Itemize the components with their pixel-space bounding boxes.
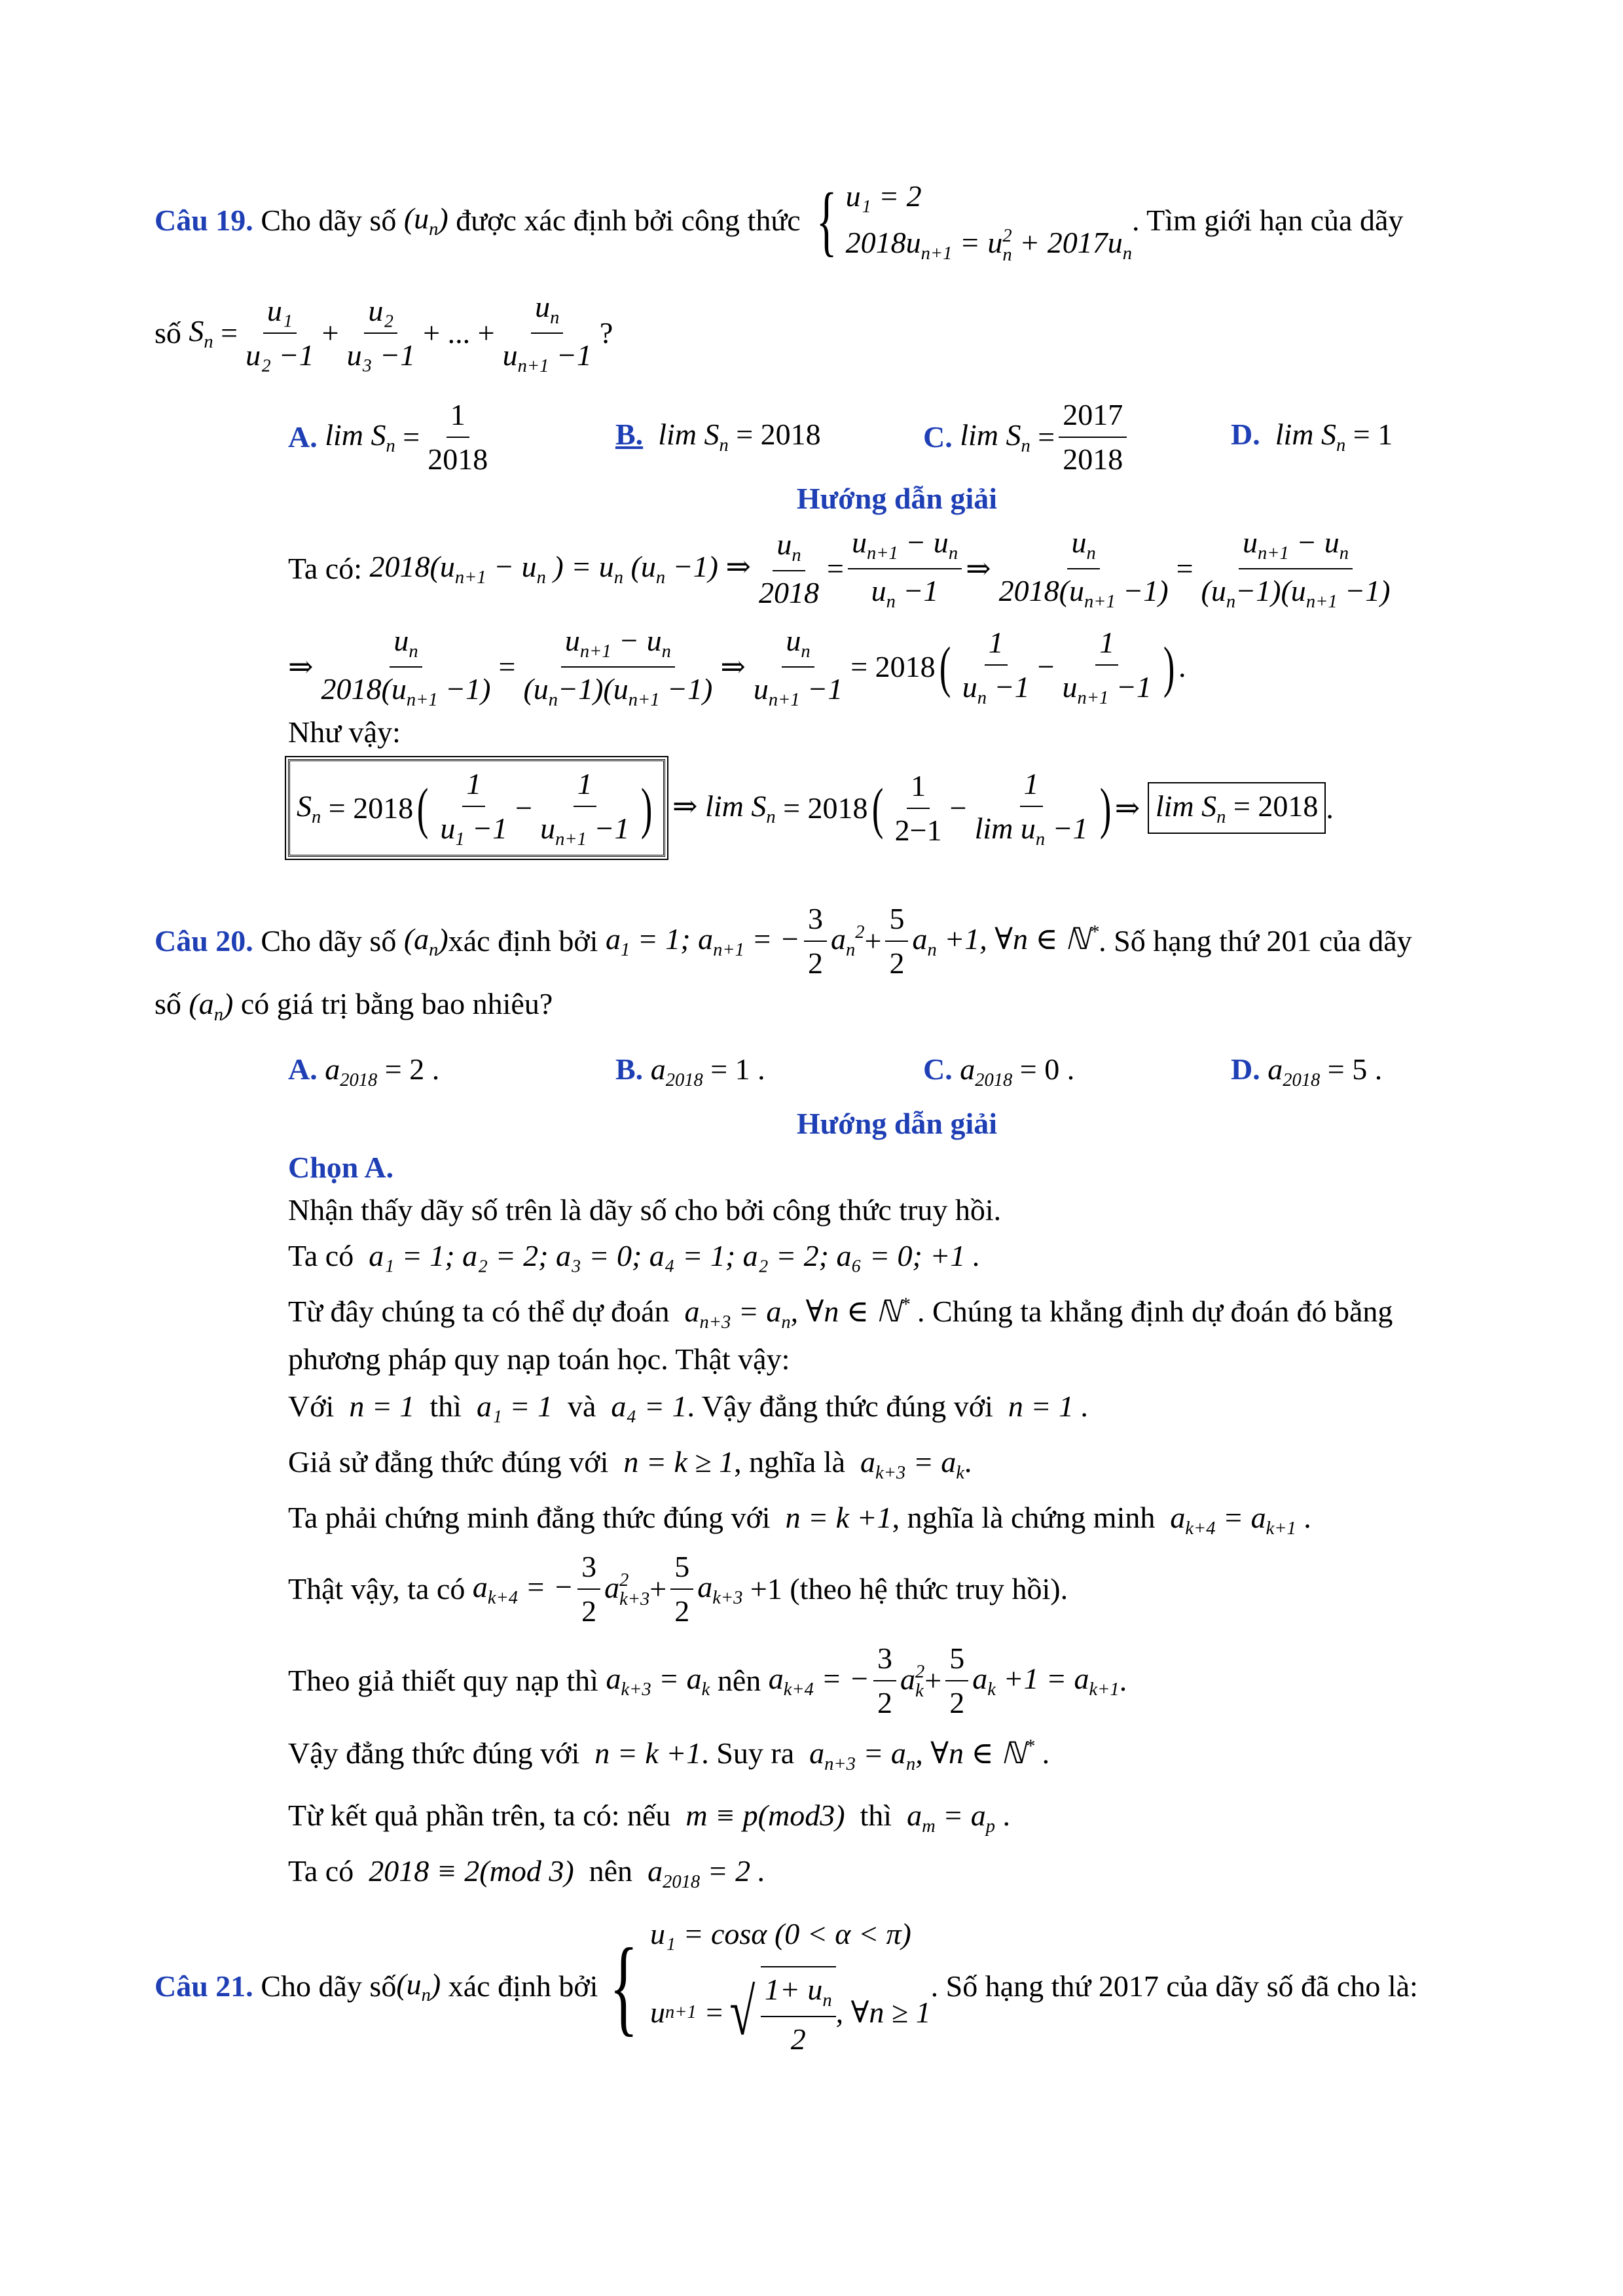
q20-p12: Ta có 2018 ≡ 2(mod 3) nên $a_{2018} = 2$ . [288,1854,766,1892]
q19-frac3: $\frac{u_n}{u_{n+1} -1}$ [499,288,596,378]
q19-final-box1: $S_n$ = 2018 ( $\frac{1}{u_1 -1}$ − $\frac{1}{u_{n+1} -1}$ ) [288,759,665,857]
q19-intro: Cho dãy số [261,204,397,238]
q19-frac2: $\frac{\text{u₂}}{\text{u₃ −1}}$ [343,292,420,374]
q20-p8: Thật vậy, ta có $a_{k+4}$ = − $\frac{3}{2}$ a 2 k+3 + $\frac{5}{2}$ $a_{k+3}$ +1 (theo hệ thức truy hồi). [288,1548,1068,1630]
q19-option-a-letter: A. [288,420,318,454]
q20-p5: Với n = 1 thì a₁ = 1 và a₄ = 1. Vậy đẳng thức đúng với n = 1 . [288,1390,1089,1423]
q20-p4: phương pháp quy nạp toán học. Thật vậy: [288,1342,790,1376]
q19-option-d-letter: D. [1231,418,1260,451]
q19-option-a-frac: $\frac{1}{2018}$ [424,396,492,478]
q19-eq: = [221,315,238,350]
q20-option-b[interactable]: B. $a_{2018} = 1$ . [615,1052,765,1090]
q19-nhu-vay: Như vậy: [288,715,401,749]
q19-line1 [155,171,1403,270]
q19-line2: số $S_n$ = $\frac{\text{u₁}}{\text{u₂ −1}}$ + $\frac{\text{u₂}}{\text{u₃ −1}}$ + ... + $\frac{u_n}{u_{n+1} -1}$ ? [155,288,613,378]
q20-p3: Từ đây chúng ta có thể dự đoán $a_{n+3} = a_n$, ∀n ∈ ℕ* . Chúng ta khẳng định dự đoán đó bằng [288,1294,1393,1333]
q19-text2: . Tìm giới hạn của dãy [1131,204,1404,238]
q19-option-c[interactable]: C. $\lim S_n$ = $\frac{2017}{2018}$ [923,396,1131,478]
q19-system [846,173,1132,268]
q19-final-box2: $\lim S_n = 2018$ [1148,782,1326,834]
q20-option-a[interactable]: A. $a_{2018} = 2$ . [288,1052,440,1090]
q19-final-line: $S_n$ = 2018 ( $\frac{1}{u_1 -1}$ − $\frac{1}{u_{n+1} -1}$ ) ⇒ $\lim S_n$ = 2018 ( $\frac{1}{2-1}$ − $\frac{1}{\lim u_n -1}$ ) ⇒ $\lim S_n = 2018$ . [288,759,1334,857]
q19-seq: $(u_n)$ [403,202,448,240]
q19-sol-line1: Ta có: $2018(u_{n+1} - u_n$ ) = $u_n$ $(u_n -1)$ ⇒ $\frac{u_n}{2018}$ = $\frac{u_{n+1} - u_n}{u_n -1}$ ⇒ $\frac{u_n}{2018(u_{n+1} -1)}$ = $\frac{u_{n+1} - u_n}{(u_n-1)(u_{n+1} -1)}$ [288,524,1398,613]
q20-option-d[interactable]: D. $a_{2018} = 5$ . [1231,1052,1383,1090]
q21-label: Câu 21. [155,1969,253,2003]
q19-sys-line2: $2018u_{n+1} = u$ 2 n + $2017u_n$ [845,225,1132,265]
q21-system: u₁ = cosα (0 < α < π) u n+1 = √ $\frac{1+ u_n}{2}$ , ∀n ≥ 1 [650,1914,931,2059]
q19-sys-line1: u₁ = 2 [845,179,922,213]
q20-p2: Ta có a₁ = 1; a₂ = 2; a₃ = 0; a₄ = 1; a₂ = 2; a₆ = 0; +1 . [288,1239,981,1272]
q19-text1: được xác định bởi công thức [456,204,801,238]
q19-option-d[interactable]: D. $\lim S_n = 1$ [1231,418,1393,456]
q19-label: Câu 19. [155,204,253,238]
q19-sol-line2: ⇒ $\frac{u_n}{2018(u_{n+1} -1)}$ = $\frac{u_{n+1} - u_n}{(u_n-1)(u_{n+1} -1)}$ ⇒ $\frac{u_n}{u_{n+1} -1}$ = 2018 ( $\frac{1}{u_n -1}$ − $\frac{1}{u_{n+1} -1}$ ) . [288,622,1186,711]
q19-option-a[interactable]: A. $\lim S_n$ = $\frac{1}{2018}$ [288,396,496,478]
q20-p10: Vậy đẳng thức đúng với n = k +1. Suy ra $a_{n+3} = a_n$, ∀n ∈ ℕ* . [288,1736,1050,1774]
q20-chon: Chọn A. [288,1151,394,1184]
q19-frac1: $\frac{\text{u₁}}{\text{u₂ −1}}$ [242,292,318,374]
q20-option-c[interactable]: C. $a_{2018} = 0$ . [923,1052,1075,1090]
q20-p7: Ta phải chứng minh đẳng thức đúng với n = k +1, nghĩa là chứng minh $a_{k+4} = a_{k+1}$ . [288,1501,1311,1539]
q19-S-def: $S_n$ [189,314,213,352]
q19-guide-title: Hướng dẫn giải [796,482,998,515]
q20-label: Câu 20. [155,924,253,958]
q20-p11: Từ kết quả phần trên, ta có: nếu m ≡ p(mod3) thì $a_m = a_p$ . [288,1799,1010,1837]
q19-option-b[interactable]: B. $\lim S_n = 2018$ [615,418,821,456]
q19-line2-pre: số [155,315,181,350]
q20-line1: Câu 20. Cho dãy số $(a_n)$ xác định bởi $a_1 = 1$; $a_{n+1}$ = − $\frac{3}{2}$ $a_n^2$ + $\frac{5}{2}$ $a_n +1$, ∀n ∈ ℕ* . Số hạng thứ 201 của dãy [155,900,1412,982]
q19-system-brace: { [816,177,837,264]
q21-line1: Câu 21. Cho dãy số $(u_n)$ xác định bởi { u₁ = cosα (0 < α < π) u n+1 = √ $\frac{1+ u_n}{2}$ , ∀n ≥ 1 . Số hạng thứ 2017 của dãy số đã cho là: [155,1914,1418,2058]
q20-guide-title: Hướng dẫn giải [796,1107,998,1140]
q20-p1: Nhận thấy dãy số trên là dãy số cho bởi công thức truy hồi. [288,1193,1002,1227]
q19-qmark: ? [599,315,613,350]
q21-system-brace: { [610,1926,639,2047]
q19-option-c-frac: $\frac{2017}{2018}$ [1059,396,1127,478]
q20-p6: Giả sử đẳng thức đúng với n = k ≥ 1, nghĩa là $a_{k+3} = a_k$. [288,1445,972,1483]
q20-p9: Theo giả thiết quy nạp thì $a_{k+3} = a_k$ nên $a_{k+4}$ = − $\frac{3}{2}$ a 2 k + $\frac{5}{2}$ $a_k +1 = a_{k+1}$ . [288,1640,1127,1721]
q19-dots: + ... + [423,315,495,350]
q19-option-b-letter: B. [615,418,644,451]
q20-line2: số $(a_n)$ có giá trị bằng bao nhiêu? [155,987,553,1025]
q19-option-c-letter: C. [923,420,953,454]
